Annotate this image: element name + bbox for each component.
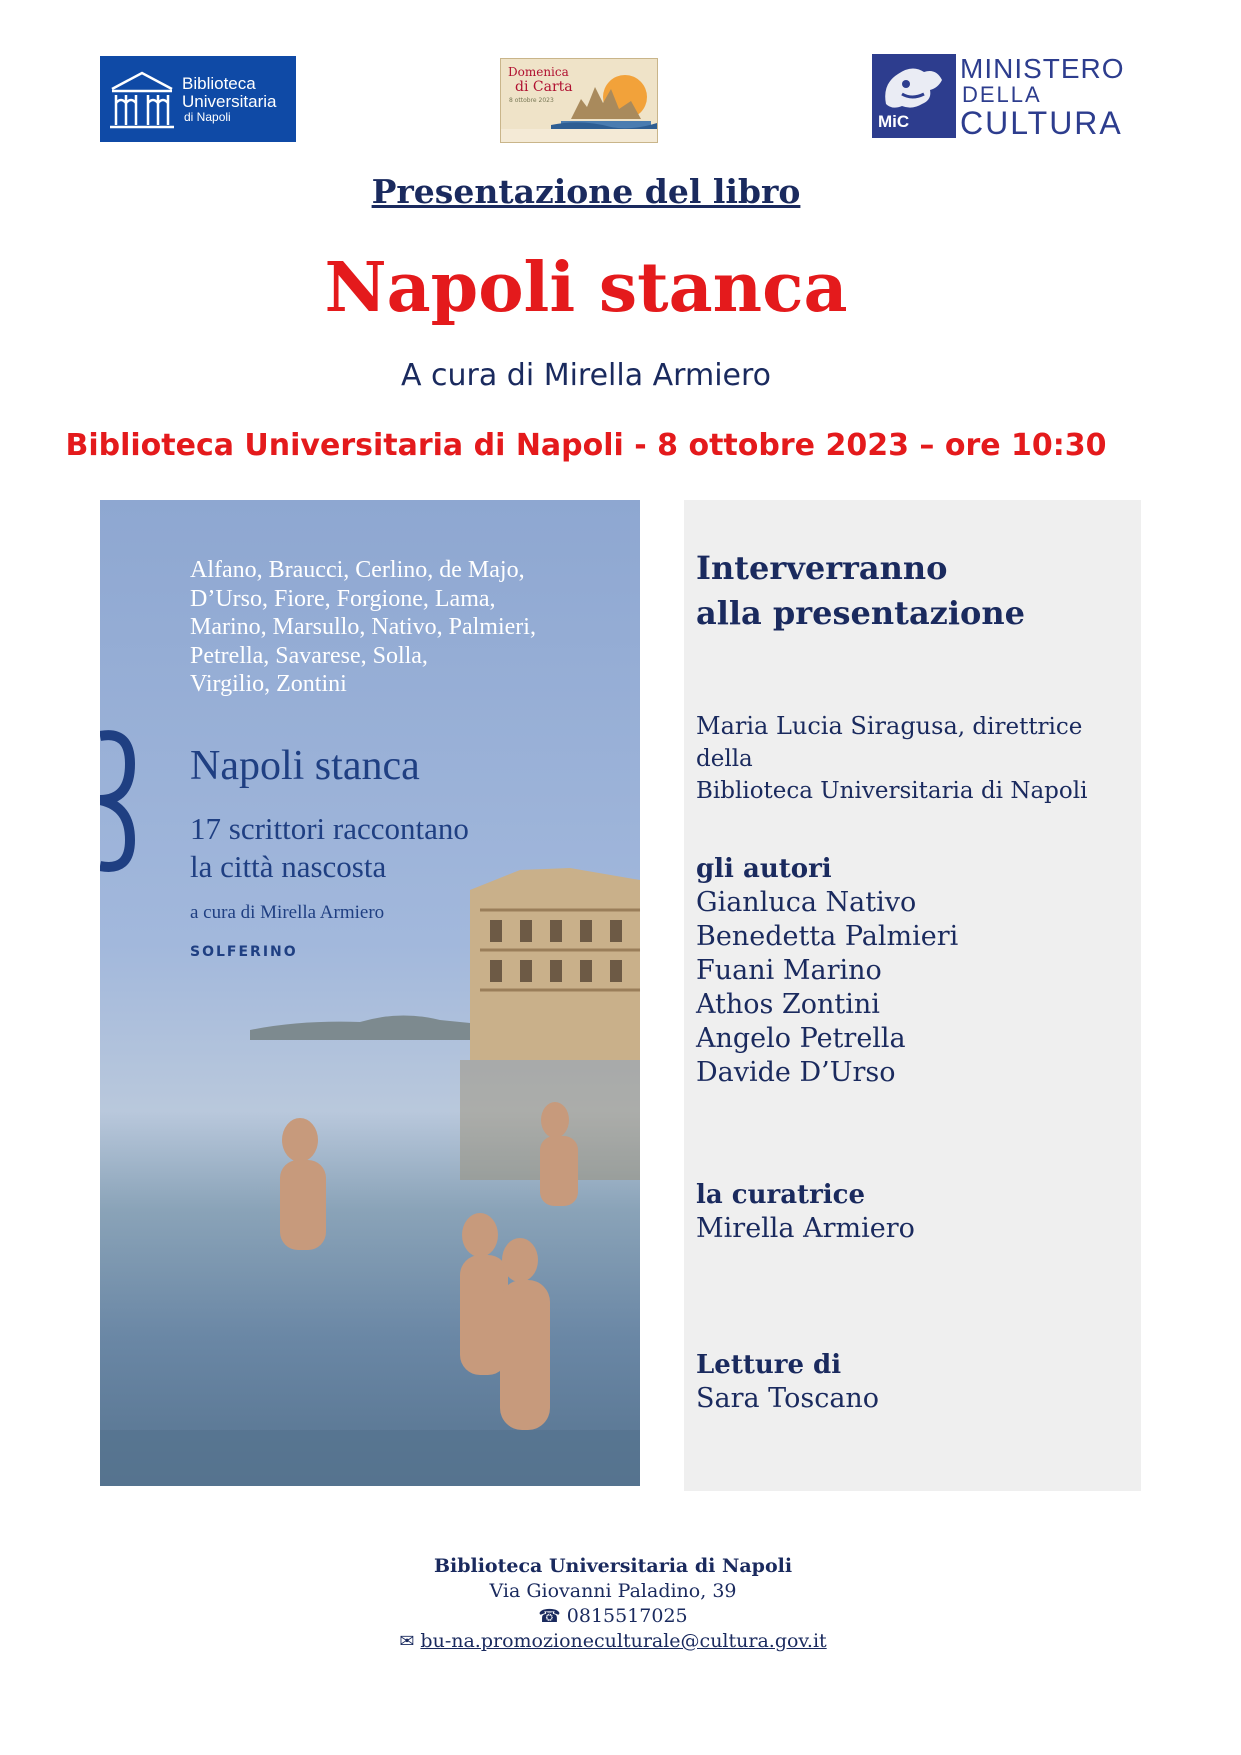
author-name: Fuani Marino — [696, 955, 882, 986]
library-building-icon — [108, 67, 176, 131]
logo-text-line: CULTURA — [960, 105, 1123, 141]
author-name: Davide D’Urso — [696, 1057, 896, 1088]
cover-publisher: SOLFERINO — [190, 944, 298, 960]
curator-line: A cura di Mirella Armiero — [400, 358, 772, 393]
presentation-label: Presentazione del libro — [371, 172, 801, 211]
biblioteca-universitaria-logo — [100, 56, 296, 142]
ministero-della-cultura-logo — [872, 54, 1134, 140]
logo-text-line: 8 ottobre 2023 — [509, 97, 554, 104]
curator-heading: la curatrice — [696, 1180, 866, 1210]
footer-phone-row — [0, 1604, 1226, 1629]
cover-curator: a cura di Mirella Armiero — [190, 902, 385, 923]
cover-authors — [190, 556, 630, 699]
authors-list — [696, 886, 958, 1090]
panel-heading-line: Interverranno — [696, 549, 948, 587]
speaker-role: Biblioteca Universitaria di Napoli — [696, 778, 1088, 804]
speaker-role: , direttrice della — [696, 714, 1083, 772]
logo-text-line: di Napoli — [184, 109, 231, 124]
author-name: Benedetta Palmieri — [696, 921, 959, 952]
authors-heading: gli autori — [696, 854, 832, 884]
footer-contacts — [0, 1554, 1226, 1654]
venue-date-line: Biblioteca Universitaria di Napoli - 8 ottobre 2023 – ore 10:30 — [65, 428, 1107, 463]
telephone-icon: ☎ — [538, 1606, 561, 1627]
footer-phone: 0815517025 — [566, 1605, 688, 1627]
cover-subtitle — [190, 810, 630, 886]
logo-text-line: Universitaria — [182, 91, 277, 111]
book-title: Napoli stanca — [324, 248, 848, 328]
cover-author-line: Virgilio, Zontini — [190, 671, 347, 697]
mic-mark-text: MiC — [878, 112, 910, 131]
domenica-di-carta-logo — [500, 58, 658, 143]
author-name: Angelo Petrella — [696, 1023, 906, 1054]
curator-name-text: Mirella Armiero — [696, 1213, 915, 1244]
speakers-panel — [684, 500, 1141, 1491]
cover-author-line: Marino, Marsullo, Nativo, Palmieri, — [190, 614, 536, 640]
cover-author-line: Alfano, Braucci, Cerlino, de Majo, — [190, 557, 525, 583]
speaker-entry — [696, 710, 1136, 807]
speaker-name: Maria Lucia Siragusa — [696, 712, 958, 740]
logo-text-line: Domenica — [508, 65, 569, 79]
cover-subtitle-line: la città nascosta — [190, 849, 387, 884]
panel-heading — [696, 546, 1126, 636]
reader-name: Sara Toscano — [696, 1383, 880, 1414]
logo-text-line: Biblioteca — [182, 73, 256, 93]
cover-title: Napoli stanca — [190, 743, 420, 789]
footer-email-link[interactable]: bu-na.promozioneculturale@cultura.gov.it — [420, 1630, 827, 1652]
cover-author-line: D’Urso, Fiore, Forgione, Lama, — [190, 585, 496, 612]
footer-library-name: Biblioteca Universitaria di Napoli — [433, 1555, 793, 1577]
footer-address: Via Giovanni Paladino, 39 — [489, 1580, 737, 1602]
book-cover-image — [100, 500, 640, 1486]
cover-subtitle-line: 17 scrittori raccontano — [190, 811, 469, 846]
cover-author-line: Petrella, Savarese, Solla, — [190, 642, 428, 669]
readings-heading: Letture di — [696, 1350, 842, 1380]
logo-text-line: DELLA — [962, 82, 1042, 107]
author-name: Gianluca Nativo — [696, 887, 917, 918]
curator-name — [696, 1212, 915, 1246]
logo-text-line: di Carta — [515, 79, 573, 95]
readings-name — [696, 1382, 879, 1416]
logo-text-line: MINISTERO — [960, 53, 1125, 84]
footer-email-row — [0, 1629, 1226, 1654]
panel-heading-line: alla presentazione — [696, 594, 1025, 632]
author-name: Athos Zontini — [696, 989, 880, 1020]
envelope-icon: ✉ — [399, 1631, 415, 1652]
